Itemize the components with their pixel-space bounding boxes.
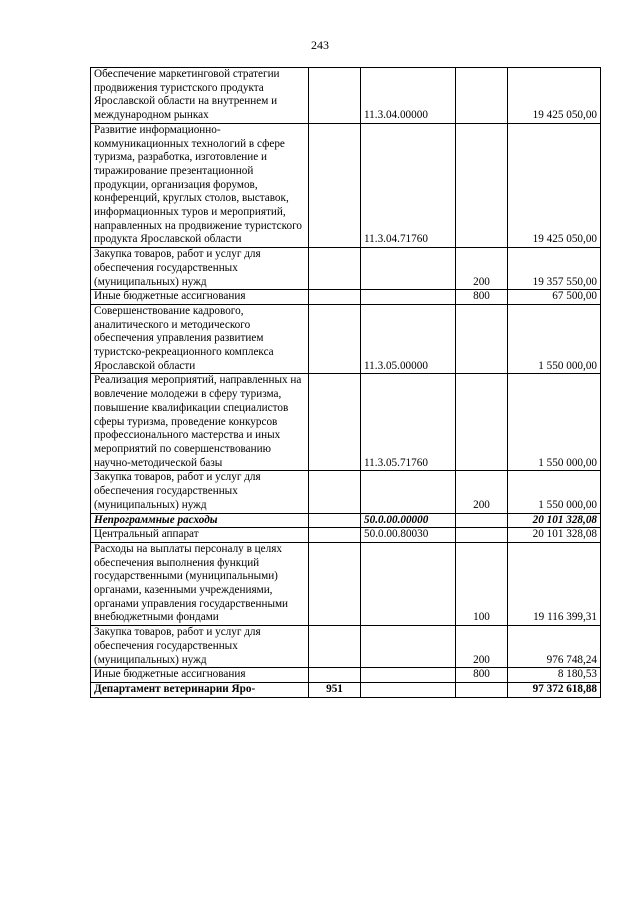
- row-name-cell: Развитие информационно-коммуникационных технологий в сфере туризма, разработка, изготовление и тиражирование презентационной продукции, организация форумов, конференций, круглых столов, выставок, информационных туров и мероприятий, направленных на продвижение туристского продукта Ярославской области: [91, 123, 309, 247]
- row-sum-cell: 20 101 328,08: [508, 513, 601, 528]
- row-ved-cell: [309, 248, 361, 290]
- table-row: [91, 626, 601, 668]
- row-csr-cell: [361, 471, 456, 513]
- row-vr-cell: [456, 513, 508, 528]
- row-ved-cell: [309, 626, 361, 668]
- row-ved-cell: [309, 542, 361, 625]
- row-csr-cell: [361, 290, 456, 305]
- row-csr-cell: [361, 626, 456, 668]
- table-row: [91, 513, 601, 528]
- row-name-cell: Закупка товаров, работ и услуг для обеспечения государственных (муниципальных) нужд: [91, 626, 309, 668]
- row-vr-cell: [456, 528, 508, 543]
- row-ved-cell: [309, 513, 361, 528]
- budget-table: [90, 67, 601, 698]
- table-row: [91, 668, 601, 683]
- row-name-cell: Обеспечение маркетинговой стратегии продвижения туристского продукта Ярославской области на внутреннем и международном рынках: [91, 68, 309, 124]
- table-row: [91, 471, 601, 513]
- row-csr-cell: 11.3.04.71760: [361, 123, 456, 247]
- row-ved-cell: [309, 123, 361, 247]
- row-sum-cell: 19 425 050,00: [508, 123, 601, 247]
- row-ved-cell: [309, 304, 361, 374]
- row-csr-cell: 11.3.05.71760: [361, 374, 456, 471]
- row-name-cell: Иные бюджетные ассигнования: [91, 668, 309, 683]
- row-csr-cell: 11.3.05.00000: [361, 304, 456, 374]
- row-name-cell: Непрограммные расходы: [91, 513, 309, 528]
- row-sum-cell: 1 550 000,00: [508, 471, 601, 513]
- row-sum-cell: 19 116 399,31: [508, 542, 601, 625]
- row-ved-cell: [309, 68, 361, 124]
- row-csr-cell: 50.0.00.80030: [361, 528, 456, 543]
- table-row: [91, 68, 601, 124]
- row-sum-cell: 8 180,53: [508, 668, 601, 683]
- table-row: [91, 682, 601, 697]
- table-row: [91, 528, 601, 543]
- row-ved-cell: [309, 290, 361, 305]
- row-vr-cell: [456, 374, 508, 471]
- row-ved-cell: [309, 471, 361, 513]
- row-sum-cell: 1 550 000,00: [508, 374, 601, 471]
- table-row: [91, 123, 601, 247]
- row-vr-cell: 800: [456, 290, 508, 305]
- row-vr-cell: 100: [456, 542, 508, 625]
- row-name-cell: Совершенствование кадрового, аналитического и методического обеспечения управления развитием туристско-рекреационного комплекса Ярославской области: [91, 304, 309, 374]
- row-name-cell: Закупка товаров, работ и услуг для обеспечения государственных (муниципальных) нужд: [91, 248, 309, 290]
- row-vr-cell: 200: [456, 471, 508, 513]
- table-row: [91, 304, 601, 374]
- row-vr-cell: [456, 304, 508, 374]
- row-name-cell: Центральный аппарат: [91, 528, 309, 543]
- table-row: [91, 248, 601, 290]
- row-vr-cell: 800: [456, 668, 508, 683]
- row-vr-cell: [456, 682, 508, 697]
- row-vr-cell: 200: [456, 248, 508, 290]
- row-name-cell: Реализация мероприятий, направленных на вовлечение молодежи в сферу туризма, повышение квалификации специалистов сферы туризма, проведение конкурсов профессионального мастерства и иных мероприятий по совершенствованию научно-методической базы: [91, 374, 309, 471]
- row-ved-cell: [309, 374, 361, 471]
- row-name-cell: Расходы на выплаты персоналу в целях обеспечения выполнения функций государственными (муниципальными) органами, казенными учреждениями, органами управления государственными внебюджетными фондами: [91, 542, 309, 625]
- row-csr-cell: [361, 682, 456, 697]
- row-sum-cell: 1 550 000,00: [508, 304, 601, 374]
- table-row: [91, 542, 601, 625]
- row-sum-cell: 19 425 050,00: [508, 68, 601, 124]
- row-ved-cell: [309, 668, 361, 683]
- page-number: 243: [311, 38, 329, 52]
- table-row: [91, 290, 601, 305]
- row-csr-cell: [361, 542, 456, 625]
- row-sum-cell: 976 748,24: [508, 626, 601, 668]
- row-sum-cell: 97 372 618,88: [508, 682, 601, 697]
- row-vr-cell: [456, 68, 508, 124]
- row-name-cell: Иные бюджетные ассигнования: [91, 290, 309, 305]
- row-name-cell: Департамент ветеринарии Яро-: [91, 682, 309, 697]
- row-ved-cell: 951: [309, 682, 361, 697]
- row-name-cell: Закупка товаров, работ и услуг для обеспечения государственных (муниципальных) нужд: [91, 471, 309, 513]
- row-ved-cell: [309, 528, 361, 543]
- row-sum-cell: 19 357 550,00: [508, 248, 601, 290]
- row-sum-cell: 67 500,00: [508, 290, 601, 305]
- row-csr-cell: 11.3.04.00000: [361, 68, 456, 124]
- row-csr-cell: [361, 248, 456, 290]
- row-sum-cell: 20 101 328,08: [508, 528, 601, 543]
- budget-table-body: [91, 68, 601, 698]
- row-vr-cell: 200: [456, 626, 508, 668]
- row-csr-cell: 50.0.00.00000: [361, 513, 456, 528]
- table-row: [91, 374, 601, 471]
- row-csr-cell: [361, 668, 456, 683]
- row-vr-cell: [456, 123, 508, 247]
